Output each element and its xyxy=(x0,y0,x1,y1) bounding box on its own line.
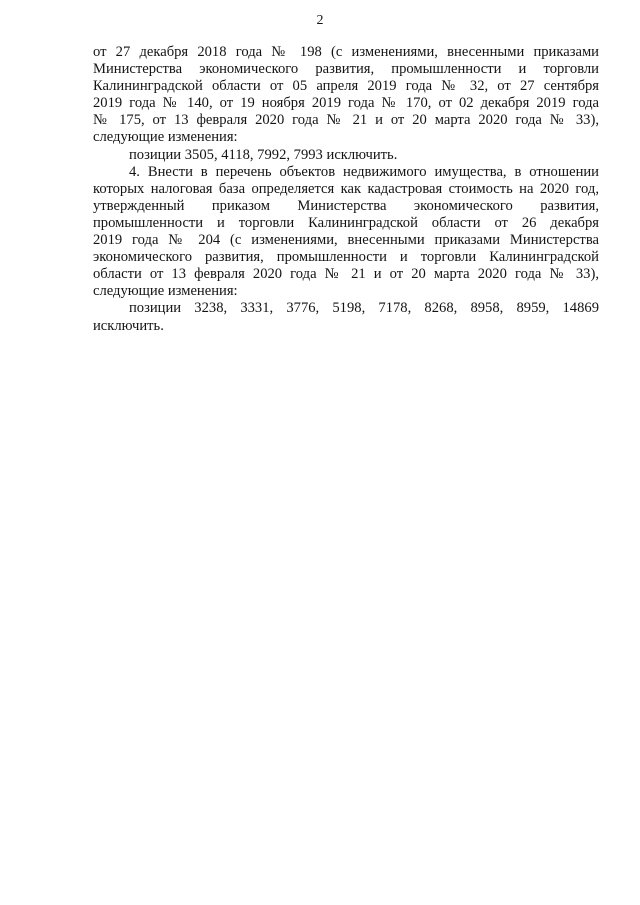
paragraph-positions-exclude-2 xyxy=(93,300,599,334)
text-line: области от 13 февраля 2020 года № 21 и от 20 марта 2020 года № 33), xyxy=(93,266,599,283)
text-line: 2019 года № 204 (с изменениями, внесенными приказами Министерства xyxy=(93,232,599,249)
text-line: 2019 года № 140, от 19 ноября 2019 года № 170, от 02 декабря 2019 года xyxy=(93,95,599,112)
paragraph-item-4 xyxy=(93,164,599,301)
text-line: исключить. xyxy=(93,317,164,334)
text-line: утвержденный приказом Министерства экономического развития, xyxy=(93,197,599,214)
text-line: следующие изменения: xyxy=(93,129,238,146)
text-line: следующие изменения: xyxy=(93,283,238,300)
text-line: от 27 декабря 2018 года № 198 (с изменениями, внесенными приказами xyxy=(93,44,599,60)
text-line: № 175, от 13 февраля 2020 года № 21 и от 20 марта 2020 года № 33), xyxy=(93,112,599,129)
text-line: экономического развития, промышленности и торговли Калининградской xyxy=(93,249,599,266)
text-line: Калининградской области от 05 апреля 2019 года № 32, от 27 сентября xyxy=(93,78,599,95)
document-body xyxy=(93,44,599,335)
text-line: Министерства экономического развития, промышленности и торговли xyxy=(93,61,599,78)
paragraph-positions-exclude-1 xyxy=(93,147,599,164)
page-number: 2 xyxy=(316,13,324,28)
text-line: которых налоговая база определяется как кадастровая стоимость на 2020 год, xyxy=(93,180,599,197)
text-line: позиции 3505, 4118, 7992, 7993 исключить. xyxy=(129,146,398,163)
text-line: промышленности и торговли Калининградской области от 26 декабря xyxy=(93,214,599,231)
text-line: позиции 3238, 3331, 3776, 5198, 7178, 8268, 8958, 8959, 14869 xyxy=(129,300,599,317)
paragraph-amendment-continuation xyxy=(93,44,599,147)
text-line: 4. Внести в перечень объектов недвижимого имущества, в отношении xyxy=(129,163,599,180)
